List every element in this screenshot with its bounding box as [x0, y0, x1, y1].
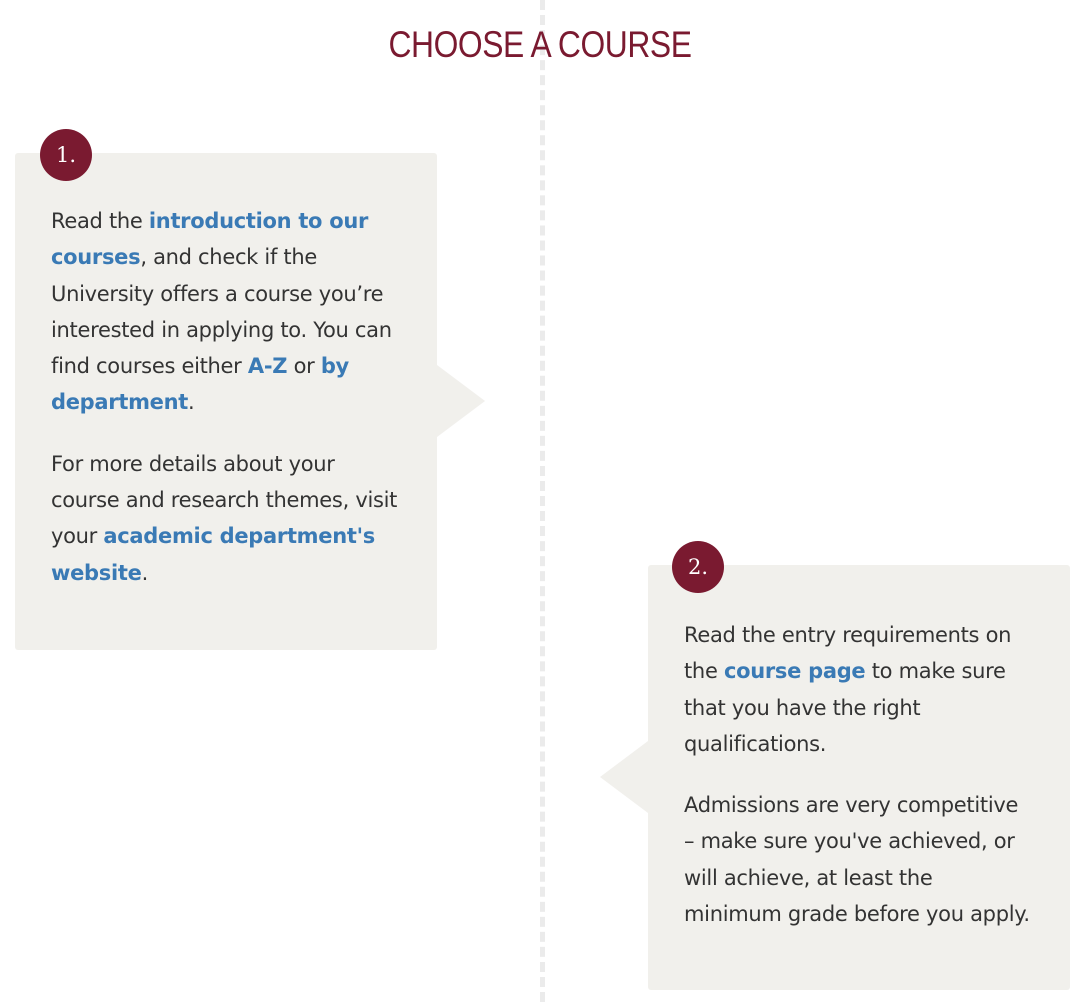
- step-1-paragraph-1: [51, 203, 401, 421]
- timeline-divider: [540, 0, 545, 1002]
- courses-a-z-link[interactable]: A-Z: [247, 354, 288, 379]
- introduction-to-courses-link[interactable]: introduction to our courses: [51, 209, 369, 270]
- step-2-paragraph-1: [684, 617, 1034, 762]
- text: or: [287, 354, 321, 379]
- step-number-badge: 1.: [40, 129, 92, 181]
- text: Admissions are very competitive – make sure you've achieved, or will achieve, at least the minimum grade before you apply.: [684, 793, 1030, 927]
- step-card-1: [15, 143, 437, 650]
- card-pointer-arrow: [437, 365, 485, 437]
- page-title: CHOOSE A COURSE: [388, 24, 692, 65]
- step-1-paragraph-2: [51, 446, 401, 591]
- text: .: [188, 390, 195, 415]
- course-page-link[interactable]: course page: [723, 659, 866, 684]
- text: to make sure that you have the right qualifications.: [684, 659, 1006, 756]
- courses-by-department-link[interactable]: by department: [51, 354, 349, 415]
- card-pointer-arrow: [600, 741, 648, 813]
- academic-department-website-link[interactable]: academic department's website: [51, 524, 375, 585]
- text: , and check if the University offers a course you’re interested in applying to. You can find courses either: [51, 245, 392, 379]
- step-card-2: [648, 555, 1070, 990]
- text: .: [141, 560, 148, 585]
- text: For more details about your course and research themes, visit your: [51, 451, 398, 549]
- text: Read the entry requirements on the: [684, 623, 1012, 684]
- text: Read the: [51, 209, 149, 233]
- step-number-badge: 2.: [672, 541, 724, 593]
- step-2-paragraph-2: [684, 787, 1034, 932]
